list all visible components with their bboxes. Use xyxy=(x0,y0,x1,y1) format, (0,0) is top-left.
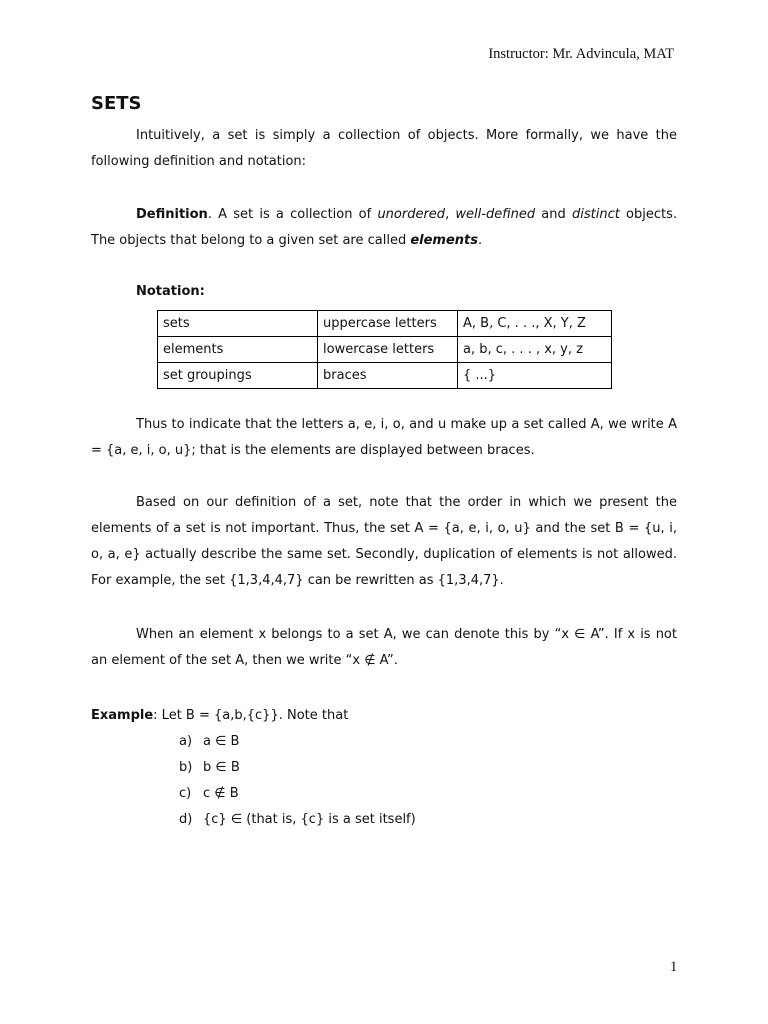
table-cell: set groupings xyxy=(158,363,318,389)
list-item-text: c ∉ B xyxy=(203,786,239,801)
table-row xyxy=(158,311,612,337)
definition-label: Definition xyxy=(136,207,208,222)
table-cell: sets xyxy=(158,311,318,337)
notation-label: Notation: xyxy=(136,284,205,299)
list-marker: a) xyxy=(179,734,193,749)
list-marker: d) xyxy=(179,812,193,827)
list-item xyxy=(179,755,416,781)
table-cell: elements xyxy=(158,337,318,363)
list-marker: b) xyxy=(179,760,193,775)
definition-end: . xyxy=(478,233,483,248)
table-row xyxy=(158,363,612,389)
example-line xyxy=(91,703,348,729)
list-item-text: {c} ∈ (that is, {c} is a set itself) xyxy=(203,812,416,827)
list-item-text: a ∈ B xyxy=(203,734,240,749)
order-paragraph: Based on our definition of a set, note that the order in which we present the elements of a set is not important. Thus, the set A = {a, e, i, o, u} and the set B = {u, i, o, a, e} actually describe the same set. Secondly, duplication of elements is not allowed. For example, the set {1,3,4,4,7} can be rewritten as {1,3,4,7}. xyxy=(91,495,677,588)
term-elements: elements xyxy=(410,233,479,248)
definition-comma: , xyxy=(445,207,456,222)
instructor-header: Instructor: Mr. Advincula, MAT xyxy=(488,46,674,62)
definition-text-2: objects. The objects that belong to a given set are called xyxy=(91,207,678,248)
table-row xyxy=(158,337,612,363)
term-distinct: distinct xyxy=(571,207,620,222)
list-marker: c) xyxy=(179,786,192,801)
membership-paragraph: When an element x belongs to a set A, we can denote this by “x ∈ A”. If x is not an element of the set A, then we write “x ∉ A”. xyxy=(91,627,677,668)
intro-paragraph: Intuitively, a set is simply a collection of objects. More formally, we have the following definition and notation: xyxy=(91,128,677,169)
list-item xyxy=(179,729,416,755)
indicate-paragraph: Thus to indicate that the letters a, e, i, o, and u make up a set called A, we write A = {a, e, i, o, u}; that is the elements are displayed between braces. xyxy=(91,417,677,458)
page-title: SETS xyxy=(91,93,142,114)
example-text: : Let B = {a,b,{c}}. Note that xyxy=(153,708,349,723)
list-item xyxy=(179,781,416,807)
table-cell: a, b, c, . . . , x, y, z xyxy=(458,337,612,363)
table-cell: braces xyxy=(318,363,458,389)
table-cell: A, B, C, . . ., X, Y, Z xyxy=(458,311,612,337)
list-item xyxy=(179,807,416,833)
term-unordered: unordered xyxy=(377,207,446,222)
page-number: 1 xyxy=(670,959,678,975)
definition-and: and xyxy=(535,207,572,222)
term-well-defined: well-defined xyxy=(455,207,536,222)
list-item-text: b ∈ B xyxy=(203,760,240,775)
table-cell: lowercase letters xyxy=(318,337,458,363)
example-list xyxy=(179,729,416,833)
definition-text-1: . A set is a collection of xyxy=(207,207,378,222)
table-cell: { ...} xyxy=(458,363,612,389)
example-label: Example xyxy=(91,708,154,723)
notation-table xyxy=(157,310,612,389)
definition-paragraph xyxy=(91,202,677,254)
table-cell: uppercase letters xyxy=(318,311,458,337)
